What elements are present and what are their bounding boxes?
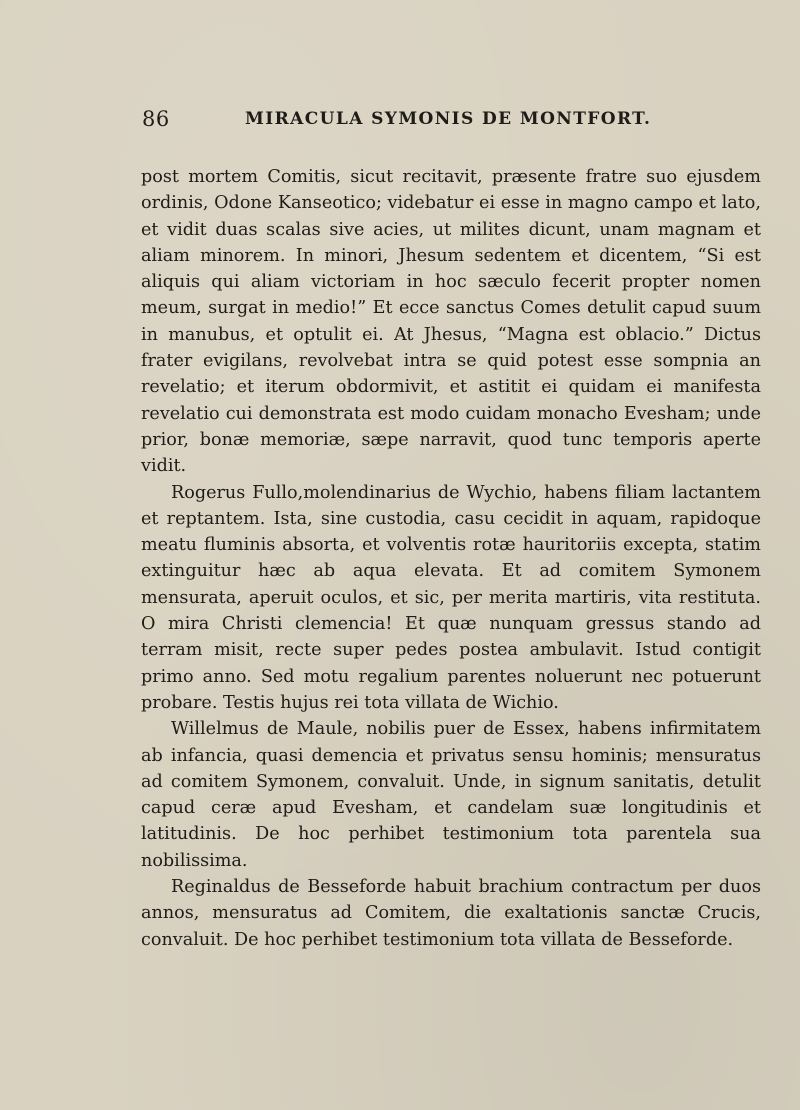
running-title: MIRACULA SYMONIS DE MONTFORT.	[245, 109, 652, 129]
body-text	[141, 164, 761, 953]
page-header	[142, 107, 762, 137]
paragraph-continuation: post mortem Comitis, sicut recitavit, præsente fratre suo ejusdem ordinis, Odone Kanseotico; videbatur ei esse in magno campo et lato, et vidit duas scalas sive acies, ut milites dicunt, unam magnam et aliam minorem. In minori, Jhesum sedentem et dicentem, “Si est aliquis qui aliam victoriam in hoc sæculo fecerit propter nomen meum, surgat in medio!” Et ecce sanctus Comes detulit capud suum in manubus, et optulit ei. At Jhesus, “Magna est oblacio.” Dictus frater evigilans, revolvebat intra se quid potest esse sompnia an revelatio; et iterum obdormivit, et astitit ei quidam ei manifesta revelatio cui demonstrata est modo cuidam monacho Evesham; unde prior, bonæ memoriæ, sæpe narravit, quod tunc temporis aperte vidit.	[141, 167, 761, 477]
paragraph-reginaldus-de-besseforde: Reginaldus de Besseforde habuit brachium contractum per duos annos, mensuratus ad Comitem, die exaltationis sanctæ Crucis, convaluit. De hoc perhibet testimonium tota villata de Besseforde.	[141, 877, 761, 950]
paragraph-willelmus-de-maule: Willelmus de Maule, nobilis puer de Essex, habens infirmitatem ab infancia, quasi demencia et privatus sensu hominis; mensuratus ad comitem Symonem, convaluit. Unde, in signum sanitatis, detulit capud ceræ apud Evesham, et candelam suæ longitudinis et latitudinis. De hoc perhibet testimonium tota parentela sua nobilissima.	[141, 719, 761, 871]
paragraph-rogerus-fullo: Rogerus Fullo,molendinarius de Wychio, habens filiam lactantem et reptantem. Ista, sine custodia, casu cecidit in aquam, rapidoque meatu fluminis absorta, et volventis rotæ hauritoriis excepta, statim extinguitur hæc ab aqua elevata. Et ad comitem Symonem mensurata, aperuit oculos, et sic, per merita martiris, vita restituta. O mira Christi clemencia! Et quæ nunquam gressus stando ad terram misit, recte super pedes postea ambulavit. Istud contigit primo anno. Sed motu regalium parentes noluerunt nec potuerunt probare. Testis hujus rei tota villata de Wichio.	[141, 482, 761, 713]
page-number: 86	[142, 107, 170, 131]
